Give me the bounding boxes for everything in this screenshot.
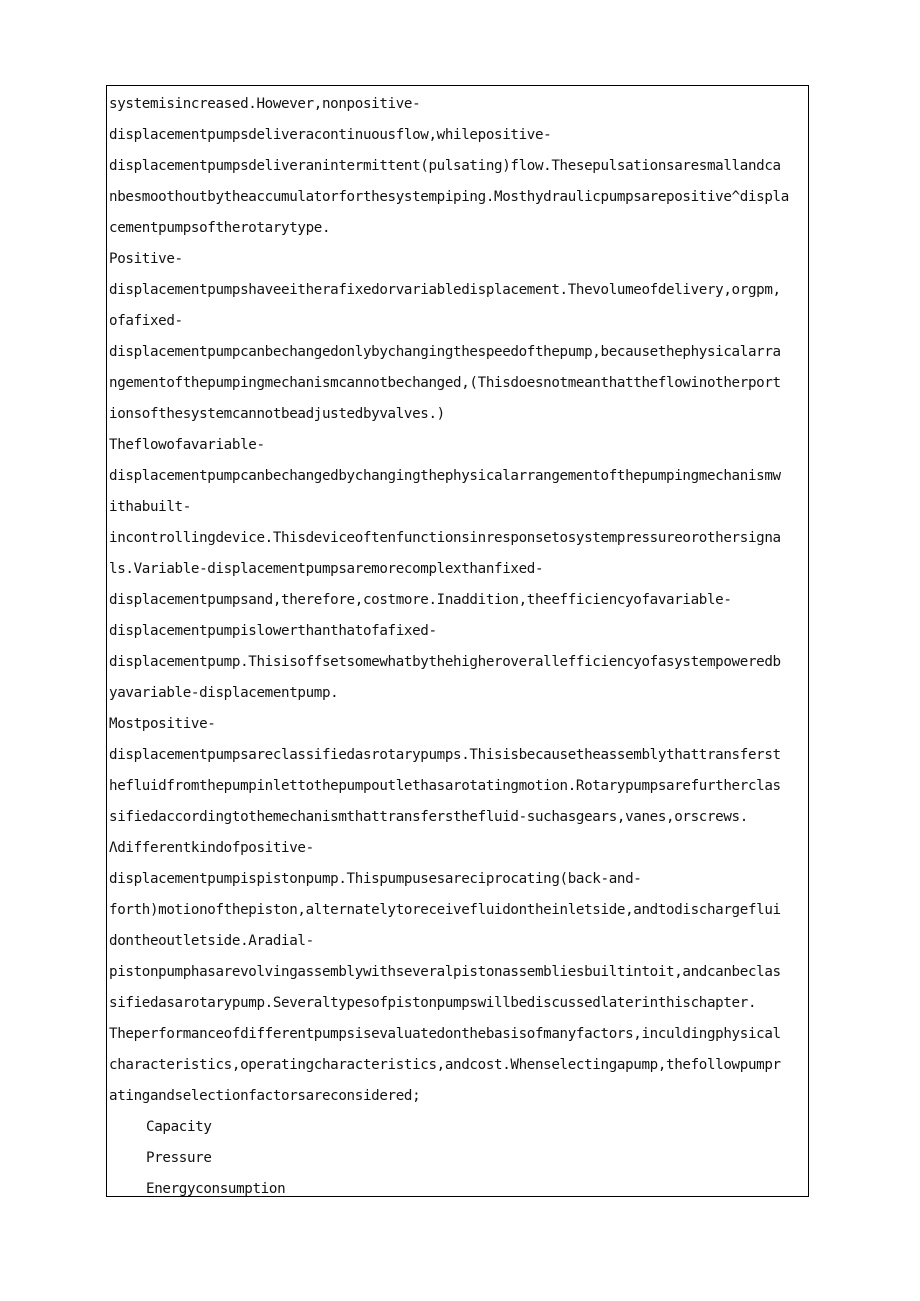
text-line: dontheoutletside.Aradial- (109, 933, 314, 949)
text-line: incontrollingdevice.Thisdeviceoftenfunctionsinresponsetosystempressureorothersigna (109, 530, 781, 546)
text-line: displacementpumpcanbechangedbychangingthephysicalarrangementofthepumpingmechanismw (109, 468, 781, 484)
text-line: atingandselectionfactorsareconsidered; (109, 1088, 421, 1104)
text-line: Positive- (109, 251, 183, 267)
text-line: forth)motionofthepiston,alternatelytoreceivefluidontheinletside,andtodischargeflui (109, 902, 781, 918)
text-line: Theperformanceofdifferentpumpsisevaluatedonthebasisofmanyfactors,inculdingphysical (109, 1026, 781, 1042)
text-line: Theflowofavariable- (109, 437, 265, 453)
text-line: ionsofthesystemcannotbeadjustedbyvalves.) (109, 406, 445, 422)
text-line: sifiedaccordingtothemechanismthattransfersthefluid-suchasgears,vanes,orscrews. (109, 809, 748, 825)
text-line: ithabuilt- (109, 499, 191, 515)
text-line: displacementpumpcanbechangedonlybychangingthespeedofthepump,becausethephysicalarra (109, 344, 781, 360)
factor-item: Pressure (146, 1150, 212, 1166)
text-line: displacementpumpislowerthanthatofafixed- (109, 623, 437, 639)
text-line: Mostpositive- (109, 716, 216, 732)
text-line: systemisincreased.However,nonpositive- (109, 96, 421, 112)
text-line: displacementpumpsdeliveranintermittent(pulsating)flow.Thesepulsationsaresmallandca (109, 158, 781, 174)
factor-item: Capacity (146, 1119, 212, 1135)
text-line: characteristics,operatingcharacteristics,andcost.Whenselectingapump,thefollowpumpr (109, 1057, 781, 1073)
text-line: sifiedasarotarypump.Severaltypesofpistonpumpswillbediscussedlaterinthischapter. (109, 995, 757, 1011)
text-line: displacementpumpispistonpump.Thispumpusesareciprocating(back-and- (109, 871, 642, 887)
text-line: displacementpumpsdeliveracontinuousflow,whilepositive- (109, 127, 552, 143)
document-body (109, 89, 807, 1205)
text-line: ngementofthepumpingmechanismcannotbechanged,(Thisdoesnotmeanthattheflowinotherport (109, 375, 781, 391)
text-line: nbesmoothoutbytheaccumulatorforthesystempiping.Mosthydraulicpumpsarepositive^displa (109, 189, 789, 205)
text-line: displacementpumpshaveeitherafixedorvariabledisplacement.Thevolumeofdelivery,orgpm, (109, 282, 781, 298)
text-line: ls.Variable-displacementpumpsaremorecomplexthanfixed- (109, 561, 544, 577)
text-line: displacementpump.Thisisoffsetsomewhatbythehigheroverallefficiencyofasystempoweredb (109, 654, 781, 670)
factor-item: Energyconsumption (146, 1181, 286, 1197)
text-line: ofafixed- (109, 313, 183, 329)
text-line: displacementpumpsareclassifiedasrotarypumps.Thisisbecausetheassemblythattransferst (109, 747, 781, 763)
text-line: cementpumpsoftherotarytype. (109, 220, 331, 236)
text-line: Λdifferentkindofpositive- (109, 840, 314, 856)
text-line: pistonpumphasarevolvingassemblywithseveralpistonassembliesbuiltintoit,andcanbeclas (109, 964, 781, 980)
text-line: hefluidfromthepumpinlettothepumpoutlethasarotatingmotion.Rotarypumpsarefurtherclas (109, 778, 781, 794)
text-line: displacementpumpsand,therefore,costmore.Inaddition,theefficiencyofavariable- (109, 592, 732, 608)
text-line: yavariable-displacementpump. (109, 685, 339, 701)
